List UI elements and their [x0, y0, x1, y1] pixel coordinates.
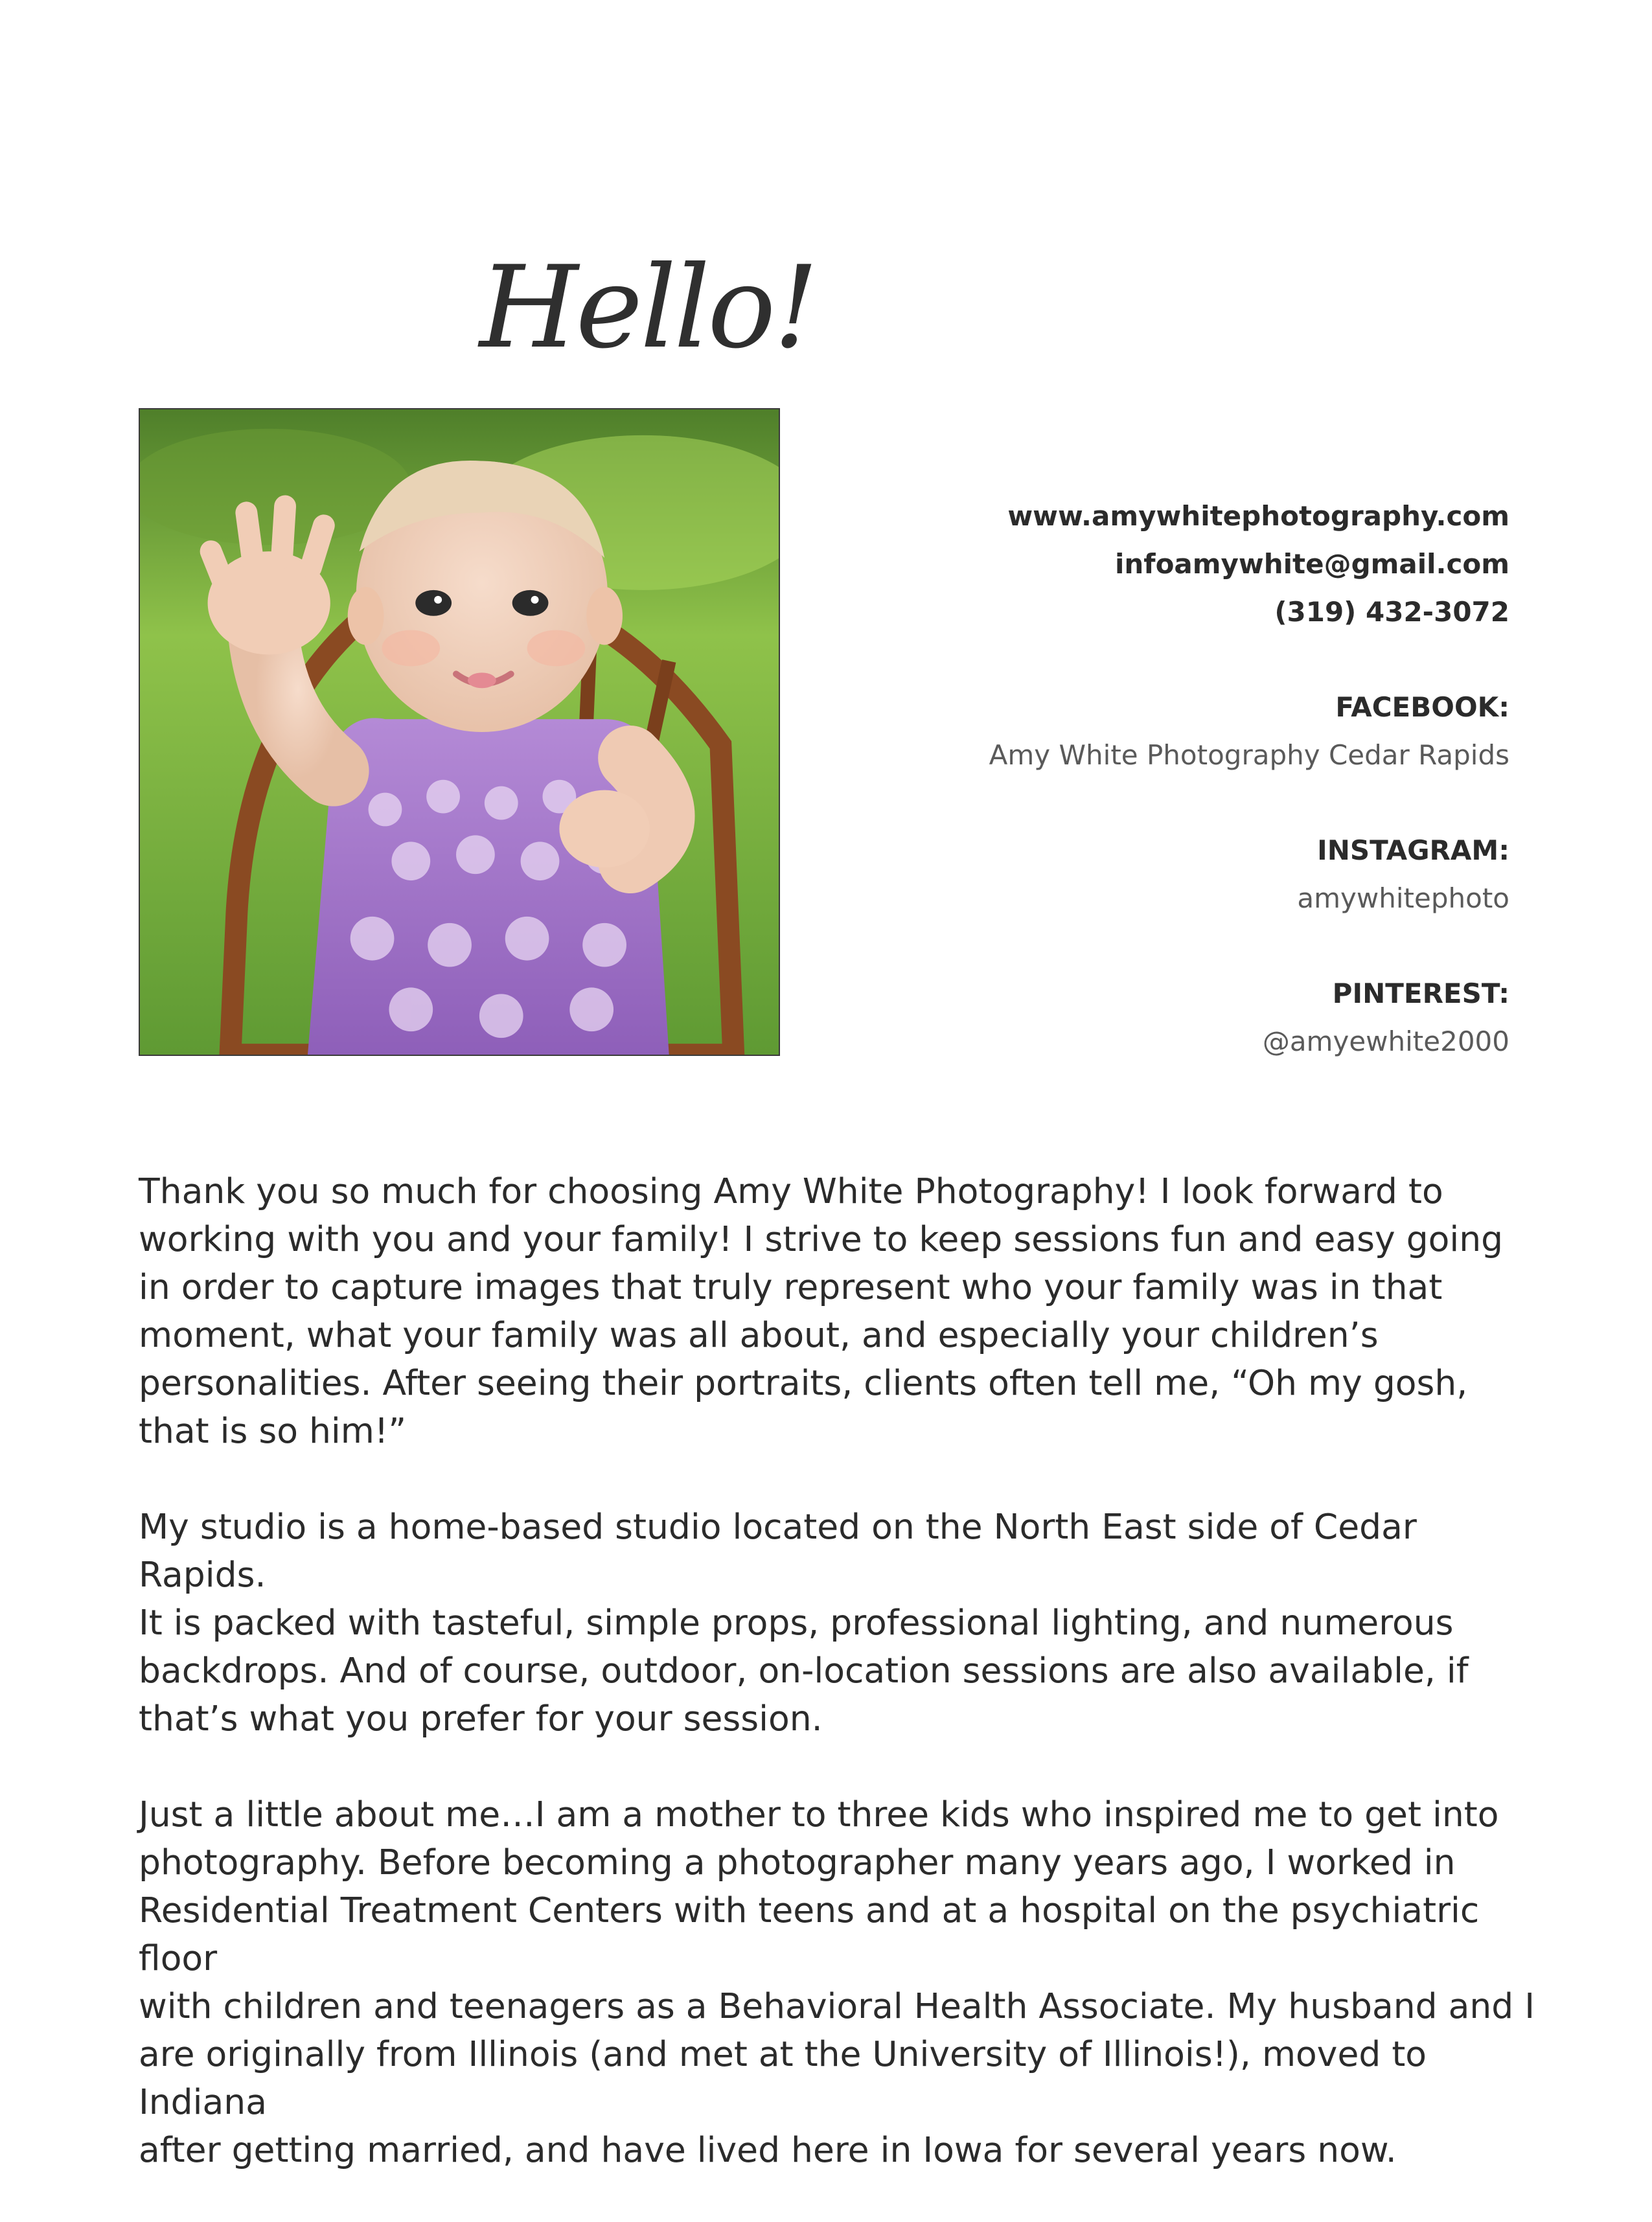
pinterest-label: PINTEREST: [1332, 978, 1509, 1009]
body-text [139, 1167, 1538, 2222]
facebook-group [797, 683, 1509, 779]
instagram-label: INSTAGRAM: [1317, 834, 1509, 866]
facebook-label: FACEBOOK: [1335, 691, 1509, 723]
baby-photo-icon [140, 409, 779, 1055]
pinterest-group [797, 970, 1509, 1066]
phone-number: (319) 432-3072 [1274, 596, 1509, 628]
paragraph-about-me: Just a little about me…I am a mother to three kids who inspired me to get into photography. Before becoming a photographer many years ago, I worked in Residential Treatment Centers with teens and at a hospital on the psychiatric floor with children and teenagers as a Behavioral Health Associate. My husband and I are originally from Illinois (and met at the University of Illinois!), moved to Indiana after getting married, and have lived here in Iowa for several years now. [139, 1794, 1535, 2170]
website-link[interactable]: www.amywhitephotography.com [1007, 500, 1509, 532]
instagram-value: amywhitephoto [1297, 882, 1509, 914]
email-link[interactable]: infoamywhite@gmail.com [1115, 548, 1509, 580]
paragraph-thank-you: Thank you so much for choosing Amy White Photography! I look forward to working with you and your family! I strive to keep sessions fun and easy going in order to capture images that truly represent who your family was in that moment, what your family was all about, and especially your children’s personalities. After seeing their portraits, clients often tell me, “Oh my gosh, that is so him!” [139, 1171, 1504, 1451]
baby-photo [139, 408, 780, 1056]
page-title: Hello! [479, 242, 816, 374]
pinterest-value: @amyewhite2000 [1262, 1025, 1509, 1057]
instagram-group [797, 827, 1509, 922]
facebook-value: Amy White Photography Cedar Rapids [989, 739, 1509, 771]
contact-info [797, 492, 1509, 1066]
paragraph-studio: My studio is a home-based studio located on the North East side of Cedar Rapids. It is packed with tasteful, simple props, professional lighting, and numerous backdrops. And of course, outdoor, on-location sessions are also available, if that’s what you prefer for your session. [139, 1506, 1469, 1739]
